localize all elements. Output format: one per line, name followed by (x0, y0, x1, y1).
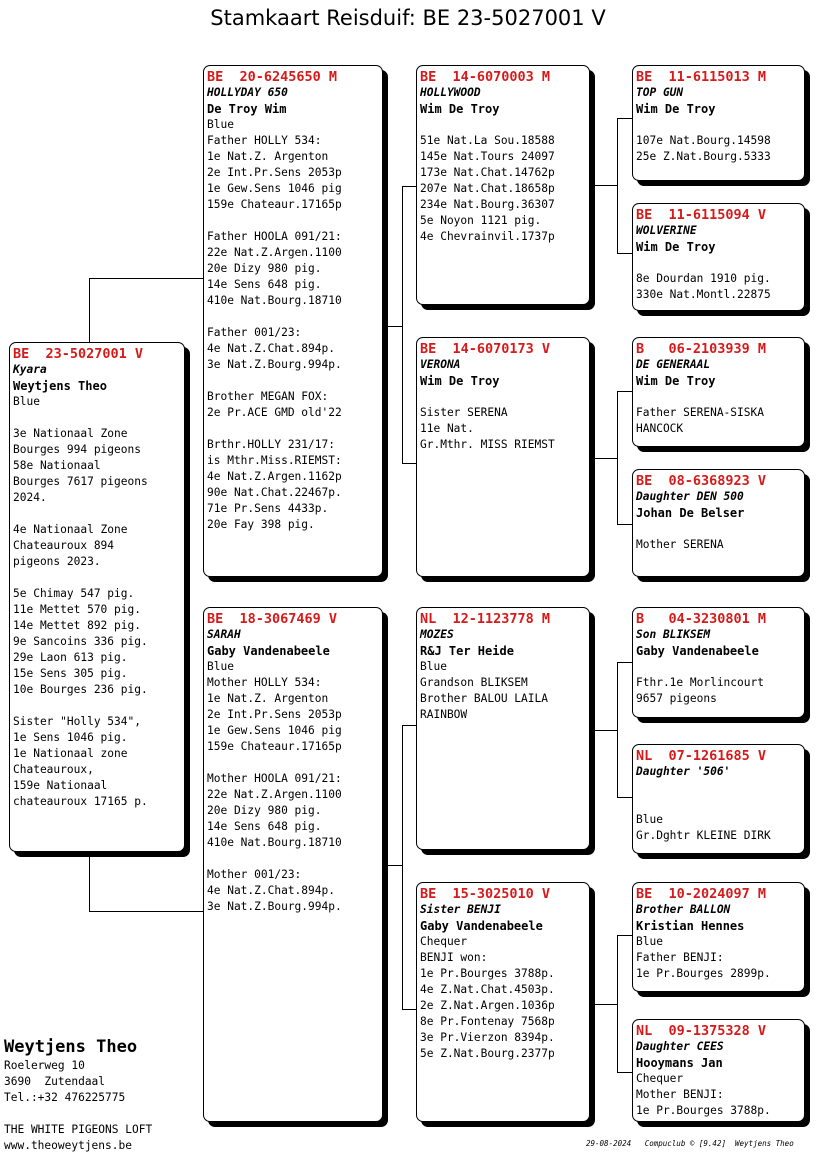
pedigree-line: 410e Nat.Bourg.18710 (207, 836, 342, 849)
ring-number: BE 20-6245650 M (207, 69, 338, 85)
pedigree-line: 1e Pr.Bourges 2899p. (636, 967, 771, 980)
pedigree-line: Mother SERENA (636, 538, 724, 551)
connector-line (617, 118, 618, 254)
ring-number: BE 11-6115013 M (636, 69, 767, 85)
connector-line (617, 662, 618, 798)
pedigree-line: 145e Nat.Tours 24097 (420, 150, 555, 163)
pedigree-line: is Mthr.Miss.RIEMST: (207, 454, 342, 467)
spacer (13, 570, 182, 586)
pedigree-line: 2e Z.Nat.Argen.1036p (420, 999, 555, 1012)
pedigree-line: 1e Nationaal zone (13, 747, 128, 760)
pedigree-line: Sister SERENA (420, 406, 508, 419)
connector-line (617, 935, 618, 1073)
pedigree-line: 3e Nationaal Zone (13, 427, 128, 440)
pigeon-name: Son BLIKSEM (636, 628, 711, 641)
connector-line (617, 253, 632, 254)
spacer (636, 255, 802, 271)
pigeon-card-mother-mother (416, 882, 590, 1122)
pedigree-line: 1e Nat.Z. Argenton (207, 150, 329, 163)
spacer (420, 389, 587, 405)
spacer (207, 421, 380, 437)
pigeon-card-mmf (632, 882, 805, 992)
connector-line (89, 911, 203, 912)
pedigree-line: pigeons 2023. (13, 555, 101, 568)
pedigree-line: 11e Nat. (420, 422, 474, 435)
pedigree-line: 5e Noyon 1121 pig. (420, 214, 542, 227)
pigeon-card-fff (632, 65, 805, 181)
breeder-name: Kristian Hennes (636, 919, 745, 933)
pedigree-line: 8e Pr.Fontenay 7568p (420, 1015, 555, 1028)
connector-line (617, 391, 618, 525)
owner-name: Weytjens Theo (4, 1037, 138, 1057)
pedigree-line: 20e Fay 398 pig. (207, 518, 315, 531)
pigeon-name: DE GENERAAL (636, 358, 711, 371)
pedigree-line: 8e Dourdan 1910 pig. (636, 272, 771, 285)
pedigree-line: 9657 pigeons (636, 692, 717, 705)
ring-number: NL 12-1123778 M (420, 611, 551, 627)
owner-phone: Tel.:+32 476225775 (4, 1091, 126, 1104)
pedigree-line: 11e Mettet 570 pig. (13, 603, 141, 616)
pedigree-line: 58e Nationaal (13, 459, 101, 472)
spacer (207, 373, 380, 389)
ring-number: BE 14-6070003 M (420, 69, 551, 85)
pedigree-line: 234e Nat.Bourg.36307 (420, 198, 555, 211)
pedigree-line: RAINBOW (420, 708, 468, 721)
pedigree-line: 2e Int.Pr.Sens 2053p (207, 166, 342, 179)
spacer (13, 698, 182, 714)
connector-line (89, 852, 90, 912)
connector-line (617, 662, 632, 663)
pedigree-line: Bourges 7617 pigeons (13, 475, 148, 488)
pigeon-card-father-father (416, 65, 590, 305)
connector-line (89, 278, 203, 279)
pedigree-line: 2e Int.Pr.Sens 2053p (207, 708, 342, 721)
pedigree-line: Brother BALOU LAILA (420, 692, 548, 705)
breeder-name: Wim De Troy (420, 102, 500, 116)
spacer (420, 117, 587, 133)
spacer (207, 851, 380, 867)
pedigree-line: Blue (207, 118, 234, 131)
breeder-name: Wim De Troy (636, 102, 716, 116)
pedigree-line: 330e Nat.Montl.22875 (636, 288, 771, 301)
pedigree-line: Mother HOOLA 091/21: (207, 772, 342, 785)
pedigree-line: HANCOCK (636, 422, 684, 435)
connector-line (589, 185, 617, 186)
pedigree-line: 159e Nationaal (13, 779, 108, 792)
connector-line (617, 797, 632, 798)
breeder-name: Johan De Belser (636, 506, 745, 520)
connector-line (617, 391, 632, 392)
pedigree-line: 5e Z.Nat.Bourg.2377p (420, 1047, 555, 1060)
pedigree-line: Gr.Dghtr KLEINE DIRK (636, 829, 771, 842)
ring-number: NL 09-1375328 V (636, 1023, 767, 1039)
pedigree-line: Sister "Holly 534", (13, 715, 141, 728)
connector-line (617, 524, 632, 525)
connector-line (382, 326, 402, 327)
pigeon-name: Sister BENJI (420, 903, 501, 916)
pedigree-line: 14e Mettet 892 pig. (13, 619, 141, 632)
pedigree-line: 22e Nat.Z.Argen.1100 (207, 788, 342, 801)
pedigree-line: chateauroux 17165 p. (13, 795, 148, 808)
pigeon-name: HOLLYWOOD (420, 86, 481, 99)
connector-line (402, 186, 416, 187)
pedigree-line: Brother MEGAN FOX: (207, 390, 329, 403)
pedigree-line: Blue (420, 660, 447, 673)
pedigree-line: Chateauroux 894 (13, 539, 115, 552)
spacer (207, 213, 380, 229)
pedigree-line: Mother BENJI: (636, 1088, 724, 1101)
pigeon-name: Daughter CEES (636, 1040, 724, 1053)
pedigree-line: 159e Chateaur.17165p (207, 198, 342, 211)
ring-number: BE 14-6070173 V (420, 341, 551, 357)
pedigree-line: 3e Pr.Vierzon 8394p. (420, 1031, 555, 1044)
pedigree-line: 1e Gew.Sens 1046 pig (207, 182, 342, 195)
pigeon-card-fmm (632, 469, 805, 577)
pedigree-line: Bourges 994 pigeons (13, 443, 141, 456)
pedigree-line: 4e Nat.Z.Chat.894p. (207, 342, 335, 355)
pedigree-line: Father 001/23: (207, 326, 302, 339)
pedigree-line: 410e Nat.Bourg.18710 (207, 294, 342, 307)
breeder-name: Gaby Vandenabeele (420, 919, 543, 933)
pedigree-line: 14e Sens 648 pig. (207, 278, 322, 291)
connector-line (589, 458, 617, 459)
pedigree-line: 90e Nat.Chat.22467p. (207, 486, 342, 499)
pedigree-line: 4e Nat.Z.Argen.1162p (207, 470, 342, 483)
pedigree-line: Blue (636, 813, 663, 826)
print-stamp: 29-08-2024 Compuclub © [9.42] Weytjens Theo (586, 1139, 794, 1148)
spacer (636, 117, 802, 133)
spacer (636, 796, 802, 812)
connector-line (402, 1009, 416, 1010)
loft-name: THE WHITE PIGEONS LOFT (4, 1123, 153, 1136)
pedigree-line: 9e Sancoins 336 pig. (13, 635, 148, 648)
pigeon-name: Kyara (13, 363, 47, 376)
pedigree-line: Mother HOLLY 534: (207, 676, 322, 689)
pedigree-line: 1e Sens 1046 pig. (13, 731, 128, 744)
pigeon-name: TOP GUN (636, 86, 684, 99)
breeder-name: Gaby Vandenabeele (636, 644, 759, 658)
pedigree-line: 10e Bourges 236 pig. (13, 683, 148, 696)
pedigree-line: Blue (207, 660, 234, 673)
spacer (13, 410, 182, 426)
pedigree-line: 4e Z.Nat.Chat.4503p. (420, 983, 555, 996)
pedigree-line: Blue (636, 935, 663, 948)
pigeon-card-main (9, 342, 185, 852)
pedigree-line: 71e Pr.Sens 4433p. (207, 502, 329, 515)
pigeon-card-father (203, 65, 383, 577)
breeder-name: Hooymans Jan (636, 1056, 723, 1070)
connector-line (617, 1072, 632, 1073)
website-link[interactable]: www.theoweytjens.be (4, 1139, 132, 1152)
connector-line (382, 865, 402, 866)
pedigree-line: 1e Gew.Sens 1046 pig (207, 724, 342, 737)
pedigree-line: 20e Dizy 980 pig. (207, 804, 322, 817)
pedigree-line: 2e Pr.ACE GMD old'22 (207, 406, 342, 419)
connector-line (589, 730, 617, 731)
ring-number: B 04-3230801 M (636, 611, 767, 627)
breeder-name: Wim De Troy (420, 374, 500, 388)
pedigree-line: Chequer (636, 1072, 684, 1085)
pedigree-line: Blue (13, 395, 40, 408)
pedigree-line: Mother 001/23: (207, 868, 302, 881)
spacer (636, 659, 802, 675)
pedigree-line: 1e Nat.Z. Argenton (207, 692, 329, 705)
pedigree-line: 3e Nat.Z.Bourg.994p. (207, 900, 342, 913)
pigeon-card-fmf (632, 337, 805, 447)
pedigree-line: Father SERENA-SISKA (636, 406, 764, 419)
pedigree-line: 14e Sens 648 pig. (207, 820, 322, 833)
pedigree-line: 25e Z.Nat.Bourg.5333 (636, 150, 771, 163)
spacer (636, 389, 802, 405)
pedigree-line: 51e Nat.La Sou.18588 (420, 134, 555, 147)
connector-line (617, 935, 632, 936)
ring-number: BE 11-6115094 V (636, 207, 767, 223)
breeder-name: R&J Ter Heide (420, 644, 514, 658)
breeder-name: De Troy Wim (207, 102, 287, 116)
pigeon-card-father-mother (416, 337, 590, 577)
pigeon-name: HOLLYDAY 650 (207, 86, 288, 99)
pigeon-name: Daughter DEN 500 (636, 490, 744, 503)
breeder-name (636, 780, 802, 796)
breeder-name: Weytjens Theo (13, 379, 107, 393)
ring-number: BE 08-6368923 V (636, 473, 767, 489)
pigeon-name: SARAH (207, 628, 241, 641)
pedigree-line: Chequer (420, 935, 468, 948)
pedigree-line: 4e Nationaal Zone (13, 523, 128, 536)
pedigree-line: 4e Chevrainvil.1737p (420, 230, 555, 243)
connector-line (402, 725, 403, 1010)
pigeon-card-mff (632, 607, 805, 718)
pedigree-line: 2024. (13, 491, 47, 504)
pigeon-card-ffm (632, 203, 805, 311)
pedigree-line: BENJI won: (420, 951, 488, 964)
pedigree-line: 29e Laon 613 pig. (13, 651, 128, 664)
ring-number: BE 10-2024097 M (636, 886, 767, 902)
pedigree-line: 173e Nat.Chat.14762p (420, 166, 555, 179)
connector-line (589, 1004, 617, 1005)
owner-address: Roelerweg 10 (4, 1059, 85, 1072)
connector-line (402, 463, 416, 464)
pedigree-line: 20e Dizy 980 pig. (207, 262, 322, 275)
spacer (207, 755, 380, 771)
pigeon-card-mmm (632, 1019, 805, 1122)
pedigree-line: Grandson BLIKSEM (420, 676, 528, 689)
ring-number: BE 23-5027001 V (13, 346, 144, 362)
pedigree-line: 22e Nat.Z.Argen.1100 (207, 246, 342, 259)
pedigree-line: Father HOLLY 534: (207, 134, 322, 147)
page-title: Stamkaart Reisduif: BE 23-5027001 V (210, 6, 606, 30)
ring-number: B 06-2103939 M (636, 341, 767, 357)
spacer (207, 309, 380, 325)
pigeon-name: VERONA (420, 358, 461, 371)
pigeon-name: Daughter '506' (636, 765, 731, 778)
pigeon-name: MOZES (420, 628, 454, 641)
connector-line (402, 186, 403, 464)
connector-line (617, 118, 632, 119)
pedigree-line: 5e Chimay 547 pig. (13, 587, 135, 600)
ring-number: NL 07-1261685 V (636, 748, 767, 764)
breeder-name: Gaby Vandenabeele (207, 644, 330, 658)
breeder-name: Wim De Troy (636, 374, 716, 388)
pedigree-line: Gr.Mthr. MISS RIEMST (420, 438, 555, 451)
pedigree-line: Father HOOLA 091/21: (207, 230, 342, 243)
owner-city: 3690 Zutendaal (4, 1075, 106, 1088)
pigeon-card-mfm (632, 744, 805, 854)
pedigree-line: 3e Nat.Z.Bourg.994p. (207, 358, 342, 371)
pedigree-line: 159e Chateaur.17165p (207, 740, 342, 753)
pedigree-line: 1e Pr.Bourges 3788p. (636, 1104, 771, 1117)
pigeon-card-mother (203, 607, 383, 1122)
pedigree-line: 207e Nat.Chat.18658p (420, 182, 555, 195)
pedigree-line: Father BENJI: (636, 951, 724, 964)
pedigree-line: 15e Sens 305 pig. (13, 667, 128, 680)
owner-footer (4, 1036, 152, 1154)
pigeon-name: Brother BALLON (636, 903, 731, 916)
spacer (636, 521, 802, 537)
breeder-name: Wim De Troy (636, 240, 716, 254)
connector-line (89, 278, 90, 342)
pedigree-line: 1e Pr.Bourges 3788p. (420, 967, 555, 980)
pigeon-name: WOLVERINE (636, 224, 697, 237)
pedigree-line: 107e Nat.Bourg.14598 (636, 134, 771, 147)
pedigree-line: 4e Nat.Z.Chat.894p. (207, 884, 335, 897)
connector-line (402, 725, 416, 726)
pedigree-line: Chateauroux, (13, 763, 94, 776)
pedigree-line: Fthr.1e Morlincourt (636, 676, 764, 689)
ring-number: BE 15-3025010 V (420, 886, 551, 902)
ring-number: BE 18-3067469 V (207, 611, 338, 627)
spacer (13, 506, 182, 522)
pigeon-card-mother-father (416, 607, 590, 850)
pedigree-line: Brthr.HOLLY 231/17: (207, 438, 335, 451)
